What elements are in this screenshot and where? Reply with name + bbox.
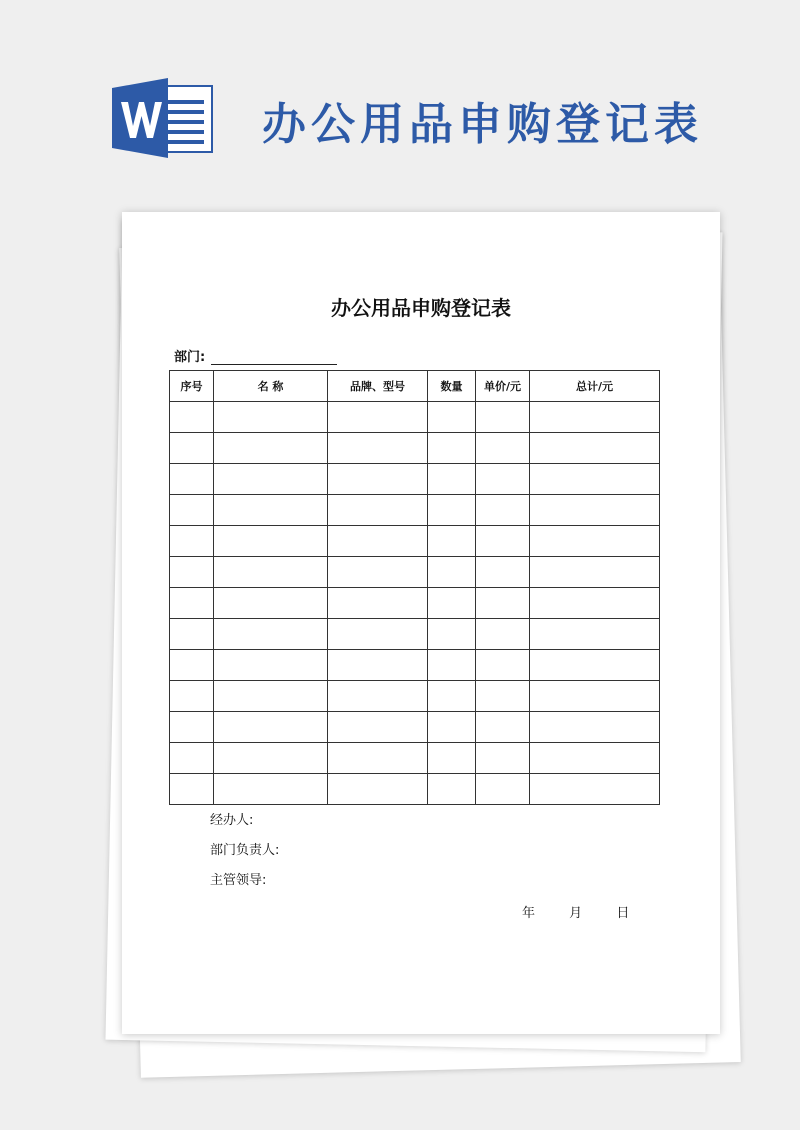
document-title: 办公用品申购登记表 (331, 296, 511, 320)
header-cell-quantity: 数量 (428, 371, 476, 402)
table-cell[interactable] (530, 464, 660, 495)
table-cell[interactable] (328, 464, 428, 495)
table-row (170, 464, 660, 495)
table-cell[interactable] (214, 402, 328, 433)
table-cell[interactable] (328, 557, 428, 588)
table-cell[interactable] (530, 619, 660, 650)
date-line (522, 902, 629, 921)
table-cell[interactable] (328, 433, 428, 464)
table-cell[interactable] (530, 743, 660, 774)
table-cell[interactable] (530, 402, 660, 433)
table-row (170, 557, 660, 588)
table-cell[interactable] (328, 681, 428, 712)
department-field (174, 346, 337, 365)
table-cell[interactable] (328, 619, 428, 650)
header-cell-total: 总计/元 (530, 371, 660, 402)
header-cell-brand-model: 品牌、型号 (328, 371, 428, 402)
table-cell[interactable] (428, 526, 476, 557)
table-header-row (170, 371, 660, 402)
table-cell[interactable] (530, 681, 660, 712)
table-cell[interactable] (170, 619, 214, 650)
table-row (170, 619, 660, 650)
table-cell[interactable] (214, 681, 328, 712)
table-cell[interactable] (428, 774, 476, 805)
table-cell[interactable] (428, 619, 476, 650)
table-cell[interactable] (476, 650, 530, 681)
table-cell[interactable] (530, 650, 660, 681)
table-cell[interactable] (328, 743, 428, 774)
signature-block (210, 812, 279, 902)
table-cell[interactable] (214, 557, 328, 588)
table-cell[interactable] (530, 495, 660, 526)
document-page (122, 212, 720, 1034)
table-cell[interactable] (428, 650, 476, 681)
table-cell[interactable] (476, 743, 530, 774)
table-cell[interactable] (476, 526, 530, 557)
table-cell[interactable] (328, 588, 428, 619)
table-cell[interactable] (428, 681, 476, 712)
table-cell[interactable] (214, 712, 328, 743)
table-cell[interactable] (428, 588, 476, 619)
table-row (170, 588, 660, 619)
table-cell[interactable] (476, 774, 530, 805)
table-row (170, 681, 660, 712)
header-cell-index: 序号 (170, 371, 214, 402)
table-cell[interactable] (170, 557, 214, 588)
table-row (170, 712, 660, 743)
table-row (170, 650, 660, 681)
table-cell[interactable] (170, 650, 214, 681)
table-cell[interactable] (476, 681, 530, 712)
date-year: 年 (522, 906, 536, 921)
table-cell[interactable] (214, 588, 328, 619)
table-cell[interactable] (170, 526, 214, 557)
table-row (170, 526, 660, 557)
table-cell[interactable] (214, 526, 328, 557)
table-cell[interactable] (530, 774, 660, 805)
table-cell[interactable] (170, 433, 214, 464)
supervisor-label: 主管领导: (210, 873, 267, 888)
table-cell[interactable] (170, 712, 214, 743)
header-cell-unit-price: 单价/元 (476, 371, 530, 402)
word-doc-icon (112, 78, 214, 158)
table-cell[interactable] (214, 433, 328, 464)
banner-title: 办公用品申购登记表 (262, 99, 703, 150)
table-cell[interactable] (476, 495, 530, 526)
table-row (170, 743, 660, 774)
table-cell[interactable] (428, 402, 476, 433)
dept-head-label: 部门负责人: (210, 843, 280, 858)
table-cell[interactable] (476, 557, 530, 588)
table-row (170, 774, 660, 805)
table-cell[interactable] (476, 464, 530, 495)
table-cell[interactable] (428, 712, 476, 743)
table-cell[interactable] (530, 557, 660, 588)
table-cell[interactable] (530, 712, 660, 743)
table-row (170, 433, 660, 464)
table-cell[interactable] (476, 588, 530, 619)
table-cell[interactable] (214, 495, 328, 526)
table-cell[interactable] (428, 433, 476, 464)
table-cell[interactable] (476, 619, 530, 650)
table-cell[interactable] (170, 464, 214, 495)
table-cell[interactable] (170, 495, 214, 526)
table-cell[interactable] (428, 743, 476, 774)
table-cell[interactable] (170, 588, 214, 619)
handler-label: 经办人: (210, 813, 254, 828)
table-cell[interactable] (328, 526, 428, 557)
table-cell[interactable] (476, 712, 530, 743)
table-cell[interactable] (328, 402, 428, 433)
table-cell[interactable] (328, 774, 428, 805)
table-cell[interactable] (530, 588, 660, 619)
table-cell[interactable] (170, 681, 214, 712)
table-cell[interactable] (476, 402, 530, 433)
table-cell[interactable] (530, 526, 660, 557)
table-cell[interactable] (328, 650, 428, 681)
department-label: 部门: (174, 350, 206, 365)
table-cell[interactable] (328, 712, 428, 743)
table-cell[interactable] (428, 464, 476, 495)
table-row (170, 402, 660, 433)
date-day: 日 (616, 906, 630, 921)
date-month: 月 (569, 906, 583, 921)
table-cell[interactable] (214, 464, 328, 495)
table-cell[interactable] (476, 433, 530, 464)
table-cell[interactable] (214, 619, 328, 650)
table-cell[interactable] (530, 433, 660, 464)
department-input-line (211, 350, 337, 365)
table-cell[interactable] (428, 495, 476, 526)
table-cell[interactable] (428, 557, 476, 588)
table-cell[interactable] (328, 495, 428, 526)
purchase-register-table (169, 370, 660, 805)
table-cell[interactable] (170, 402, 214, 433)
header-cell-name: 名 称 (214, 371, 328, 402)
table-row (170, 495, 660, 526)
table-cell[interactable] (170, 743, 214, 774)
table-cell[interactable] (214, 774, 328, 805)
table-cell[interactable] (170, 774, 214, 805)
table-cell[interactable] (214, 650, 328, 681)
table-cell[interactable] (214, 743, 328, 774)
